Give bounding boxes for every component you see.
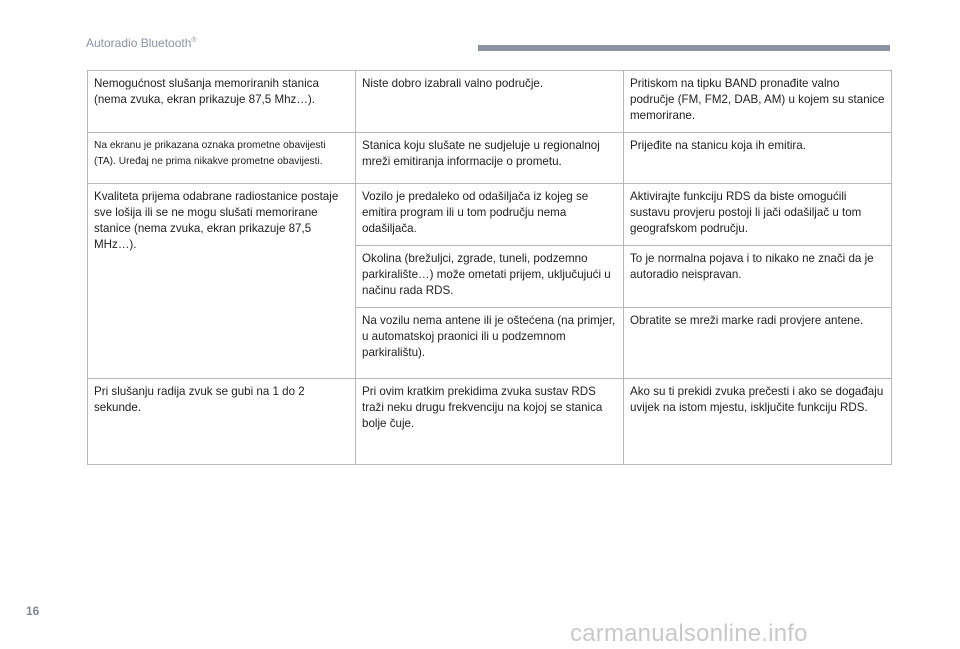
solution-cell: Prijeđite na stanicu koja ih emitira. <box>624 133 892 184</box>
page-number: 16 <box>26 604 40 618</box>
problem-cell: Pri slušanju radija zvuk se gubi na 1 do 2 sekunde. <box>88 379 356 465</box>
cause-cell: Okolina (brežuljci, zgrade, tuneli, podzemno parkiralište…) može ometati prijem, uključujući u načinu rada RDS. <box>356 246 624 308</box>
table-row <box>88 184 892 246</box>
table-row <box>88 379 892 465</box>
solution-cell: To je normalna pojava i to nikako ne znači da je autoradio neispravan. <box>624 246 892 308</box>
header-divider-bar <box>478 45 890 51</box>
problem-cell: Kvaliteta prijema odabrane radiostanice postaje sve lošija ili se ne mogu slušati memorirane stanice (nema zvuka, ekran prikazuje 87,5 MHz…). <box>88 184 356 379</box>
section-title-text: Autoradio Bluetooth <box>86 36 192 50</box>
cause-cell: Niste dobro izabrali valno područje. <box>356 71 624 133</box>
trademark-symbol: ® <box>191 37 197 44</box>
cause-cell: Stanica koju slušate ne sudjeluje u regionalnoj mreži emitiranja informacije o prometu. <box>356 133 624 184</box>
solution-cell: Pritiskom na tipku BAND pronađite valno područje (FM, FM2, DAB, AM) u kojem su stanice memorirane. <box>624 71 892 133</box>
table-row <box>88 71 892 133</box>
cause-cell: Na vozilu nema antene ili je oštećena (na primjer, u automatskoj praonici ili u podzemnom parkiralištu). <box>356 308 624 379</box>
table-row <box>88 133 892 184</box>
cause-cell: Vozilo je predaleko od odašiljača iz kojeg se emitira program ili u tom području nema odašiljača. <box>356 184 624 246</box>
problem-cell: Nemogućnost slušanja memoriranih stanica (nema zvuka, ekran prikazuje 87,5 Mhz…). <box>88 71 356 133</box>
troubleshooting-table <box>87 70 892 465</box>
solution-cell: Obratite se mreži marke radi provjere antene. <box>624 308 892 379</box>
cause-cell: Pri ovim kratkim prekidima zvuka sustav RDS traži neku drugu frekvenciju na kojoj se stanica bolje čuje. <box>356 379 624 465</box>
solution-cell: Aktivirajte funkciju RDS da biste omogućili sustavu provjeru postoji li jači odašiljač u tom geografskom području. <box>624 184 892 246</box>
solution-cell: Ako su ti prekidi zvuka prečesti i ako se događaju uvijek na istom mjestu, isključite funkciju RDS. <box>624 379 892 465</box>
watermark-text: carmanualsonline.info <box>570 620 808 647</box>
section-title <box>86 36 197 50</box>
problem-cell: Na ekranu je prikazana oznaka prometne obavijesti (TA). Uređaj ne prima nikakve prometne obavijesti. <box>88 133 356 184</box>
